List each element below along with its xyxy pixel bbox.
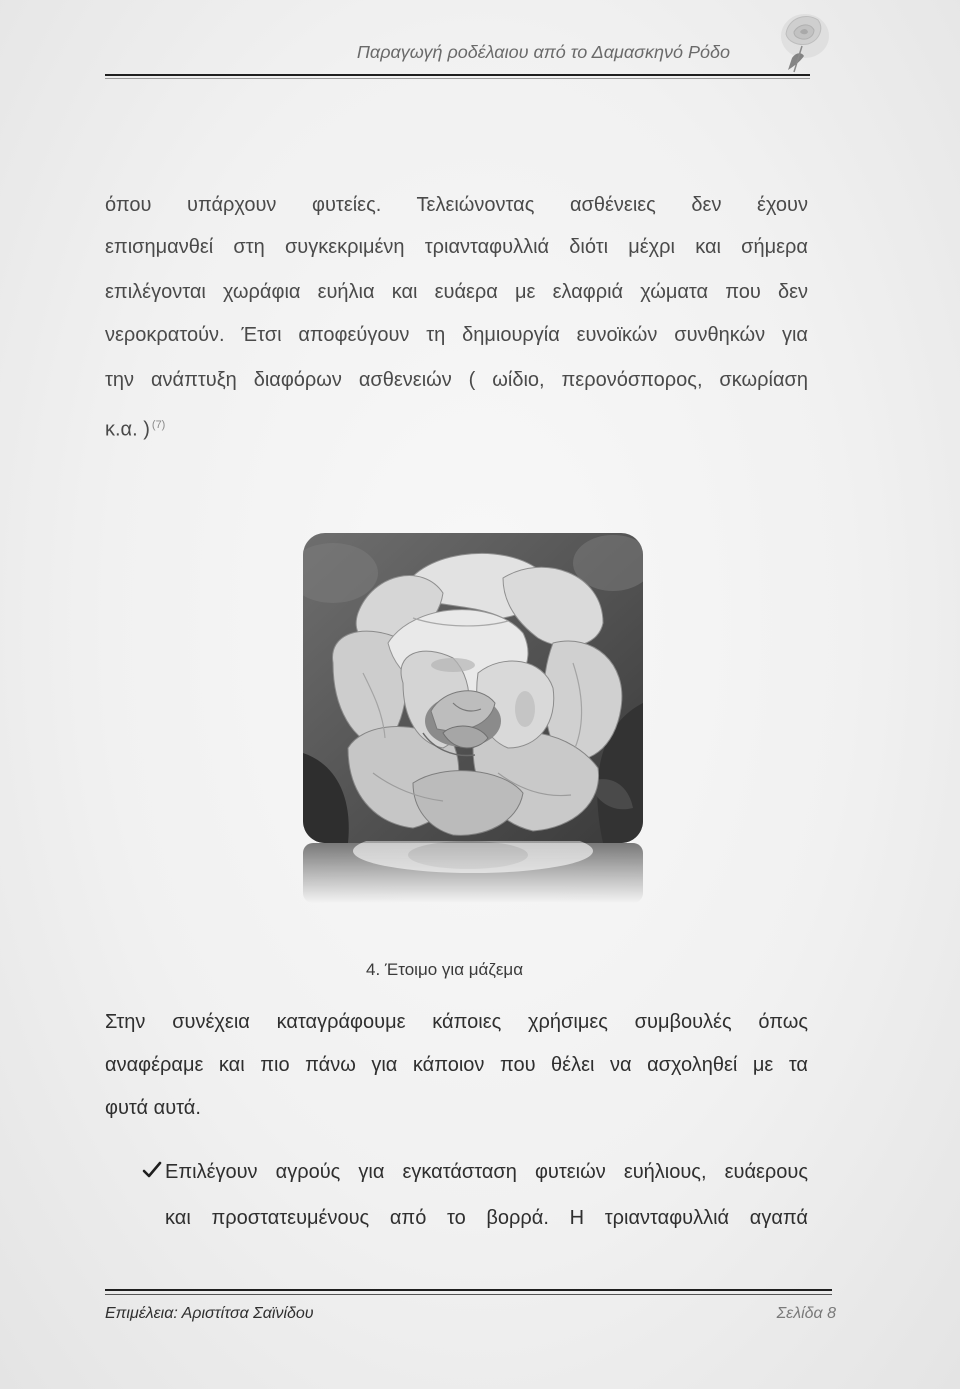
running-header-title: Παραγωγή ροδέλαιου από το Δαμασκηνό Ρόδο <box>356 42 730 62</box>
footer-rule <box>105 1289 832 1291</box>
paragraph2-line: αναφέραμε και πιο πάνω για κάποιον που θέλει να ασχοληθεί με τα <box>105 1054 808 1076</box>
footer-author: Επιμέλεια: Αριστίτσα Σαϊνίδου <box>105 1305 314 1322</box>
header-rule <box>105 74 810 76</box>
rose-logo-icon <box>772 6 838 76</box>
figure-caption: 4. Έτοιμο για μάζεμα <box>366 960 524 979</box>
rose-photo <box>303 533 643 903</box>
paragraph1-line: επιλέγονται χωράφια ευήλια και ευάερα με ελαφριά χώματα που δεν <box>105 281 808 303</box>
footer-rule-thin <box>105 1294 832 1295</box>
bullet-line: και προστατευμένους από το βορρά. Η τριανταφυλλιά αγαπά <box>165 1207 808 1229</box>
paragraph1-line: όπου υπάρχουν φυτείες. Τελειώνοντας ασθένειες δεν έχουν <box>105 194 808 216</box>
paragraph1-line: νεροκρατούν. Έτσι αποφεύγουν τη δημιουργία ευνοϊκών συνθηκών για <box>105 324 808 346</box>
paragraph1-line: την ανάπτυξη διαφόρων ασθενειών ( ωίδιο, περονόσπορος, σκωρίαση <box>105 369 808 391</box>
paragraph1-line-text: κ.α. ) <box>105 418 150 441</box>
checkmark-icon <box>142 1161 162 1179</box>
paragraph1-last-line <box>105 412 808 441</box>
paragraph1-line: επισημανθεί στη συγκεκριμένη τριανταφυλλιά διότι μέχρι και σήμερα <box>105 236 808 258</box>
bullet-line: Επιλέγουν αγρούς για εγκατάσταση φυτειών ευήλιους, ευάερους <box>165 1161 808 1183</box>
paragraph2-line: Στην συνέχεια καταγράφουμε κάποιες χρήσιμες συμβουλές όπως <box>105 1011 808 1033</box>
page-number: Σελίδα 8 <box>776 1305 836 1322</box>
paragraph2-line: φυτά αυτά. <box>105 1097 201 1119</box>
citation-reference: (7) <box>151 419 166 431</box>
header-rule-thin <box>105 78 810 79</box>
